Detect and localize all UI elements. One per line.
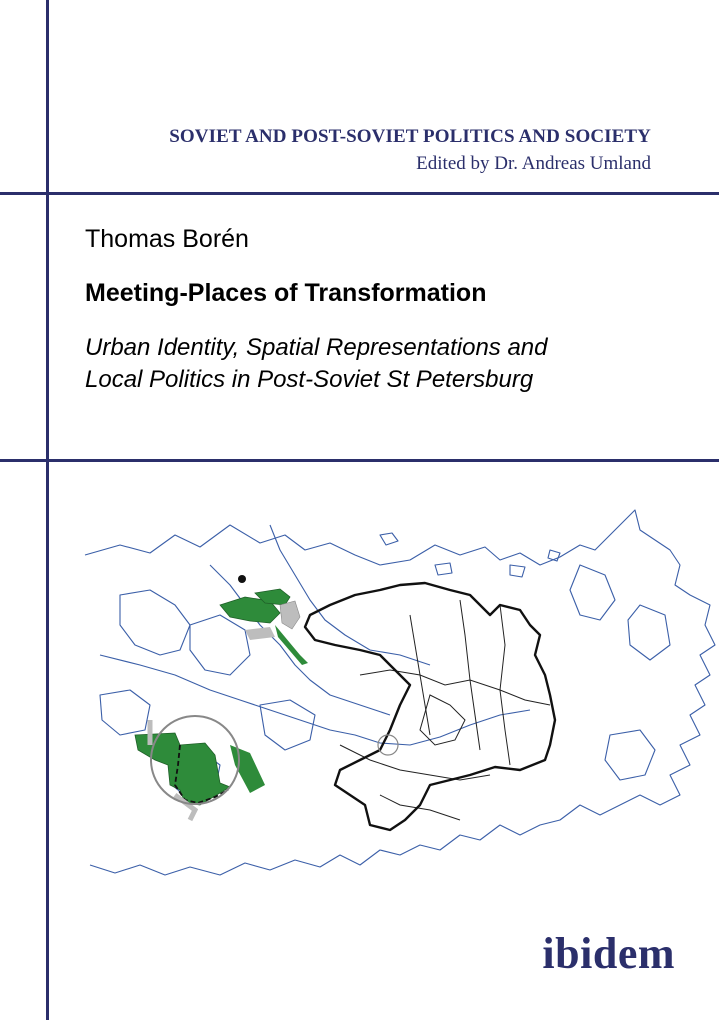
map-river-main bbox=[100, 655, 530, 745]
publisher-logo: ibidem bbox=[542, 929, 675, 978]
book-title: Meeting-Places of Transformation bbox=[85, 279, 487, 307]
map-river-branch-1 bbox=[210, 565, 390, 715]
map-border-7 bbox=[420, 695, 465, 745]
map-border-4 bbox=[500, 605, 510, 765]
map-district-8 bbox=[605, 730, 655, 780]
map-district-1 bbox=[120, 590, 190, 655]
map-border-6 bbox=[380, 795, 460, 820]
vertical-rule bbox=[46, 0, 49, 1020]
top-horizontal-rule bbox=[0, 192, 719, 195]
map-island-2 bbox=[435, 563, 452, 575]
map-district-3 bbox=[100, 690, 150, 735]
map-circle-small bbox=[378, 735, 398, 755]
map-coast-north bbox=[85, 510, 715, 875]
book-author: Thomas Borén bbox=[85, 225, 249, 253]
series-title: SOVIET AND POST-SOVIET POLITICS AND SOCIETY bbox=[169, 126, 651, 147]
map-point-marker bbox=[238, 575, 246, 583]
middle-horizontal-rule bbox=[0, 459, 719, 462]
map-island-3 bbox=[510, 565, 525, 577]
subtitle-line-1: Urban Identity, Spatial Representations and bbox=[85, 334, 548, 361]
map-gray-area-north bbox=[280, 601, 300, 629]
map-river-branch-2 bbox=[270, 525, 430, 665]
map-border-1 bbox=[360, 670, 550, 705]
map-island-1 bbox=[380, 533, 398, 545]
map-city-centre-outline bbox=[305, 583, 555, 830]
map-park-southwest-2 bbox=[230, 745, 265, 793]
series-editor: Edited by Dr. Andreas Umland bbox=[416, 153, 651, 174]
book-subtitle bbox=[85, 332, 685, 396]
city-map-illustration bbox=[80, 505, 719, 885]
subtitle-line-2: Local Politics in Post-Soviet St Petersburg bbox=[85, 366, 534, 393]
map-gray-area-north-2 bbox=[245, 627, 275, 640]
map-district-4 bbox=[260, 700, 315, 750]
map-district-6 bbox=[570, 565, 615, 620]
map-district-2 bbox=[190, 615, 250, 675]
map-border-2 bbox=[410, 615, 430, 735]
map-district-7 bbox=[628, 605, 670, 660]
